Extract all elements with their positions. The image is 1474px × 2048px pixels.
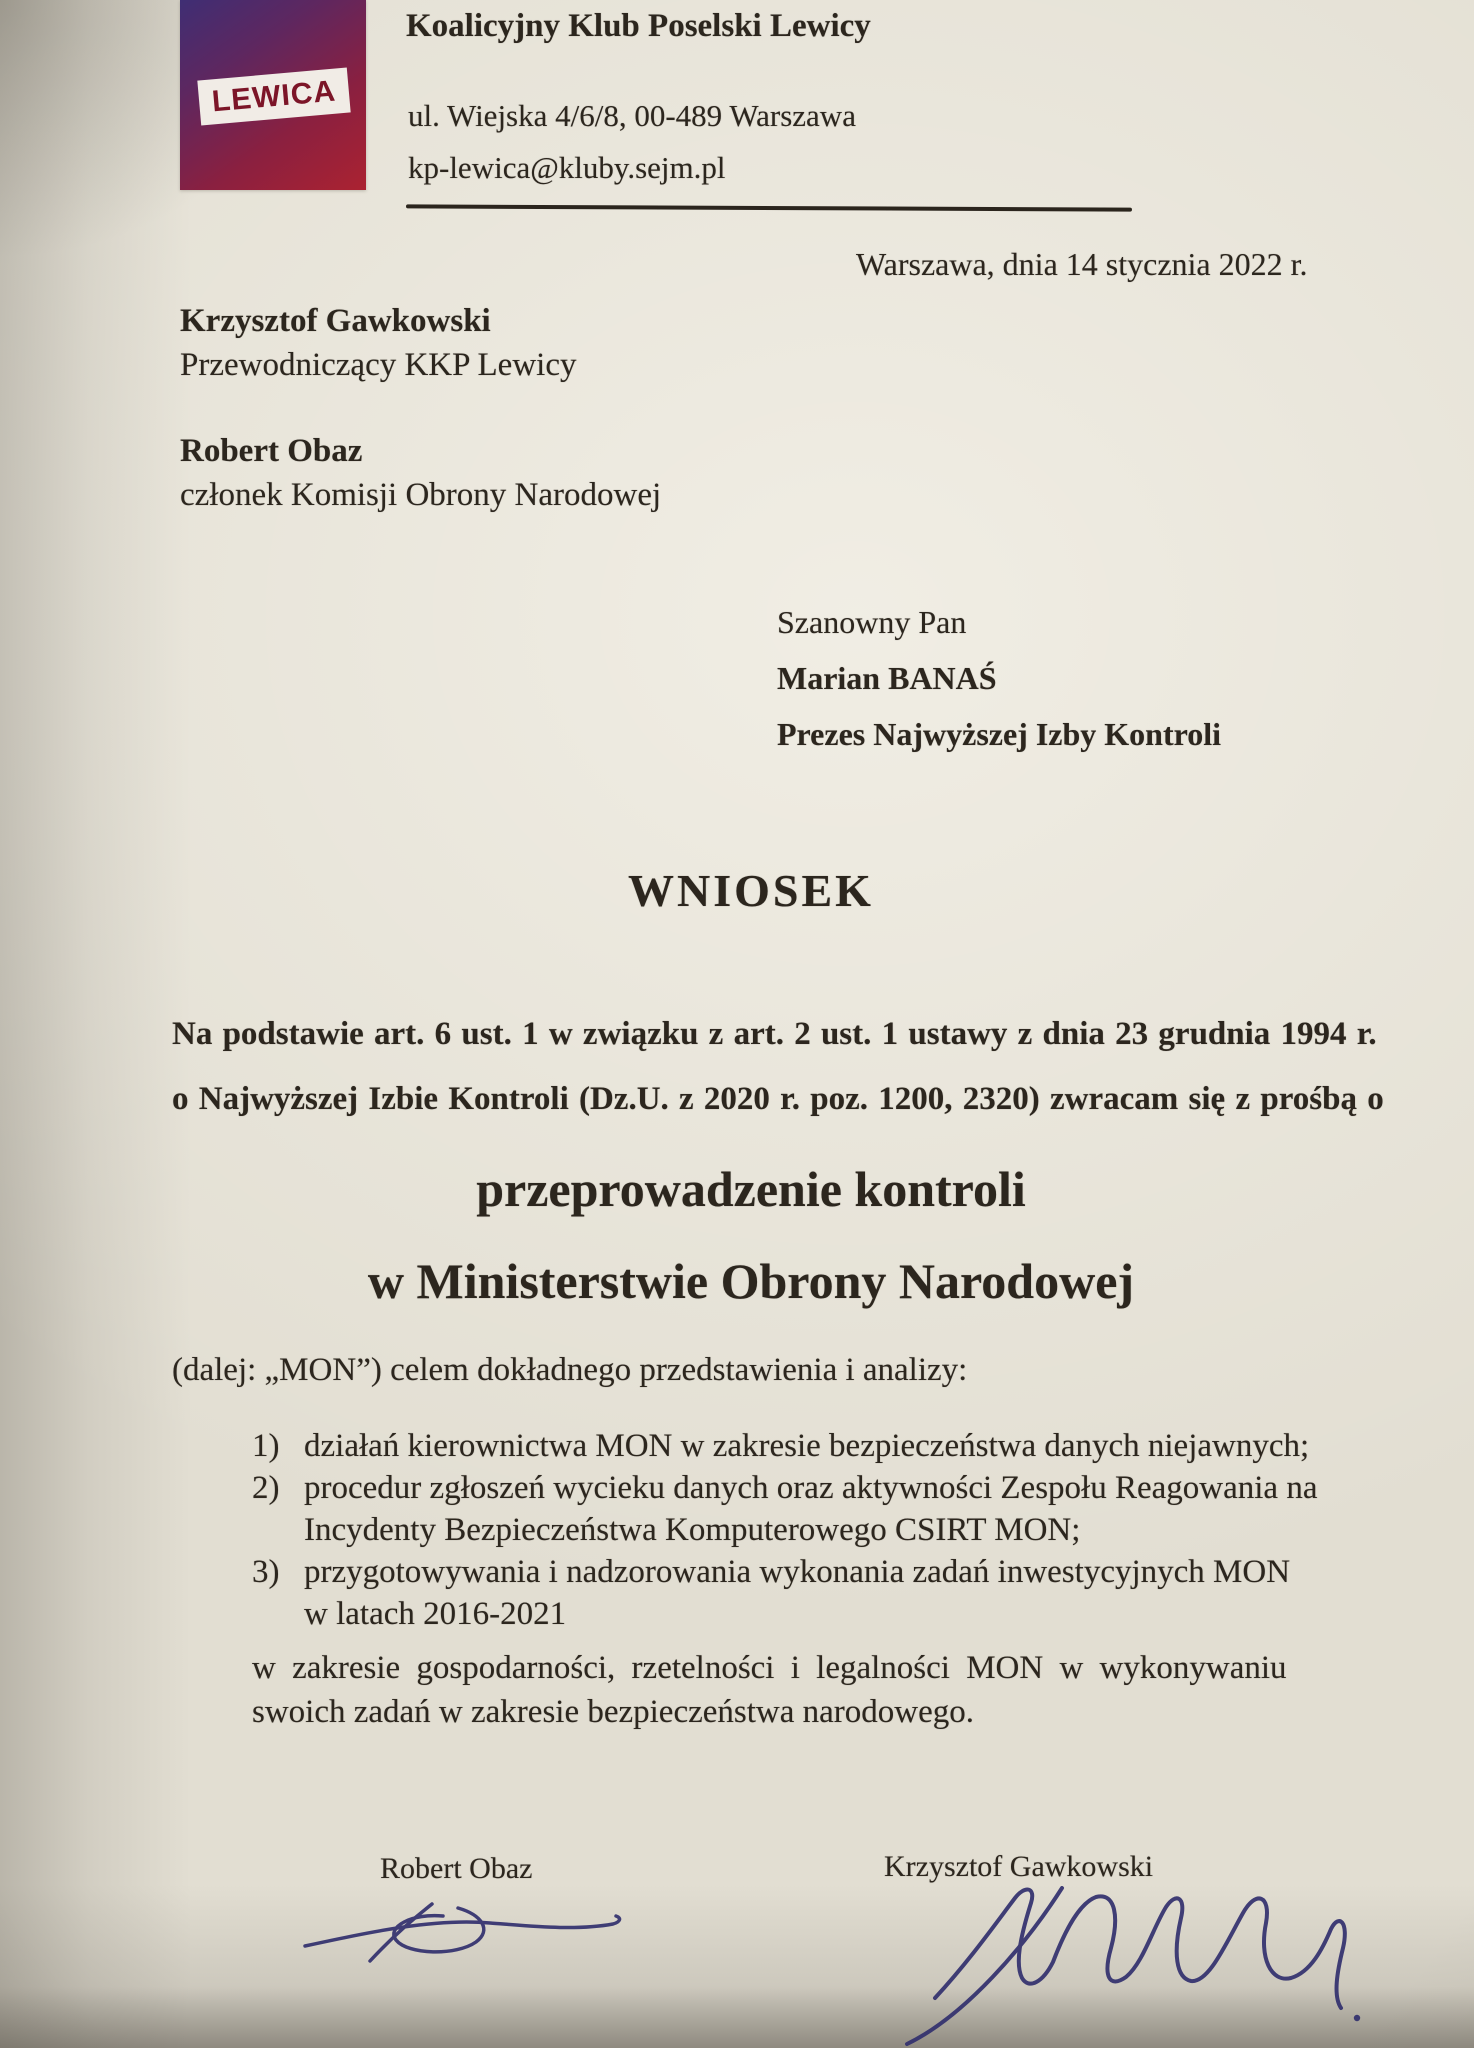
list-number: 3) [252,1554,280,1590]
sender-title: członek Komisji Obrony Narodowej [180,477,662,513]
scope-intro: (dalej: „MON”) celem dokładnego przedstawienia i analizy: [172,1352,968,1388]
list-number: 1) [252,1428,280,1464]
lewica-logo [180,0,366,190]
dateline: Warszawa, dnia 14 stycznia 2022 r. [856,246,1308,282]
signature-printed-name: Robert Obaz [380,1852,533,1885]
handwritten-signatures [280,1868,1380,2048]
sender-name: Krzysztof Gawkowski [180,303,491,339]
list-line: Incydenty Bezpieczeństwa Komputerowego CSIRT MON; [304,1512,1081,1548]
org-address: ul. Wiejska 4/6/8, 00-489 Warszawa [408,98,856,133]
recipient-salutation: Szanowny Pan [777,604,967,640]
list-line: procedur zgłoszeń wycieku danych oraz aktywności Zespołu Reagowania na [304,1470,1318,1506]
sender-title: Przewodniczący KKP Lewicy [180,347,577,383]
recipient-title: Prezes Najwyższej Izby Kontroli [777,716,1222,752]
list-line: działań kierownictwa MON w zakresie bezpieczeństwa danych niejawnych; [304,1428,1310,1464]
lewica-logo-text: LEWICA [210,74,338,118]
list-line: w latach 2016-2021 [304,1596,567,1632]
signature-printed-name: Krzysztof Gawkowski [884,1850,1154,1883]
recipient-name: Marian BANAŚ [777,660,997,696]
org-name: Koalicyjny Klub Poselski Lewicy [406,8,871,44]
signature-krzysztof-gawkowski-ink [907,1888,1360,2044]
legal-basis-line: o Najwyższej Izbie Kontroli (Dz.U. z 2020 r. poz. 1200, 2320) zwracam się z prośbą o [172,1081,1384,1117]
sender-name: Robert Obaz [180,433,363,469]
lewica-logo-banner [197,68,350,126]
request-heading-line: w Ministerstwie Obrony Narodowej [367,1253,1135,1309]
request-heading-line: przeprowadzenie kontroli [476,1161,1026,1217]
org-email: kp-lewica@kluby.sejm.pl [408,150,726,185]
list-number: 2) [252,1470,280,1506]
document-title: WNIOSEK [628,865,874,916]
signature-robert-obaz-ink [305,1904,620,1961]
closing-line: w zakresie gospodarności, rzetelności i legalności MON w wykonywaniu [252,1650,1287,1686]
legal-basis-line: Na podstawie art. 6 ust. 1 w związku z art. 2 ust. 1 ustawy z dnia 23 grudnia 1994 r. [172,1016,1377,1052]
list-line: przygotowywania i nadzorowania wykonania zadań inwestycyjnych MON [304,1554,1291,1590]
closing-line: swoich zadań w zakresie bezpieczeństwa narodowego. [252,1694,975,1730]
